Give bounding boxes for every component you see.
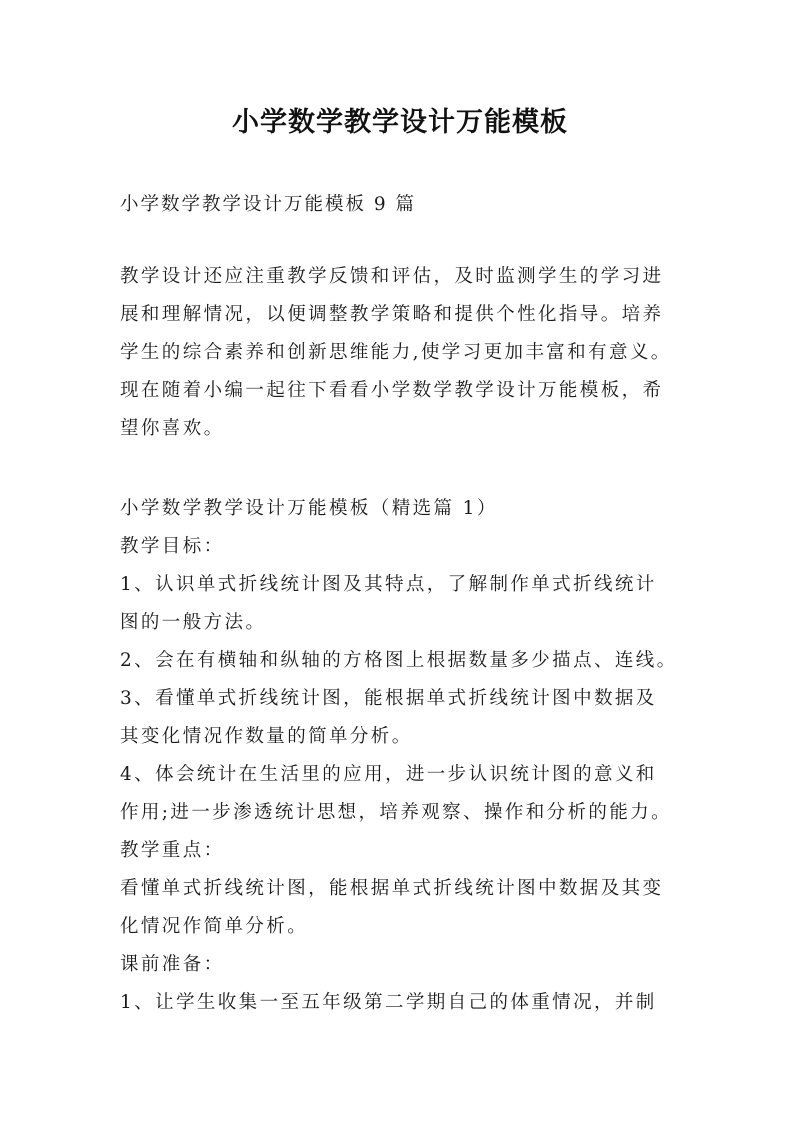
key-point-line: 化情况作简单分析。 — [120, 916, 309, 937]
goal-line: 图的一般方法。 — [120, 612, 267, 633]
intro-line: 望你喜欢。 — [120, 418, 225, 439]
intro-line: 展和理解情况，以便调整教学策略和提供个性化指导。培养 — [120, 304, 664, 325]
section-heading: 小学数学教学设计万能模板（精选篇 1） — [120, 498, 498, 519]
key-point-line: 看懂单式折线统计图，能根据单式折线统计图中数据及其变 — [120, 878, 664, 899]
intro-line: 现在随着小编一起往下看看小学数学教学设计万能模板，希 — [120, 380, 664, 401]
goal-line: 4、体会统计在生活里的应用，进一步认识统计图的意义和 — [120, 764, 657, 785]
intro-line: 学生的综合素养和创新思维能力,使学习更加丰富和有意义。 — [120, 342, 672, 363]
section-1 — [120, 490, 700, 1022]
goal-line: 1、认识单式折线统计图及其特点，了解制作单式折线统计 — [120, 574, 657, 595]
intro-paragraph — [120, 258, 690, 448]
goal-line: 3、看懂单式折线统计图，能根据单式折线统计图中数据及 — [120, 688, 657, 709]
key-points-label: 教学重点： — [120, 840, 225, 861]
teaching-goals-label: 教学目标： — [120, 536, 225, 557]
preparation-label: 课前准备： — [120, 954, 225, 975]
intro-line: 教学设计还应注重教学反馈和评估，及时监测学生的学习进 — [120, 266, 664, 287]
goal-line: 其变化情况作数量的简单分析。 — [120, 726, 413, 747]
goal-line: 作用;进一步渗透统计思想，培养观察、操作和分析的能力。 — [120, 802, 673, 823]
document-subtitle: 小学数学教学设计万能模板 9 篇 — [120, 194, 417, 215]
goal-line: 2、会在有横轴和纵轴的方格图上根据数量多少描点、连线。 — [120, 650, 678, 671]
document-title: 小学数学教学设计万能模板 — [232, 107, 568, 138]
preparation-line: 1、让学生收集一至五年级第二学期自己的体重情况，并制 — [120, 992, 657, 1013]
